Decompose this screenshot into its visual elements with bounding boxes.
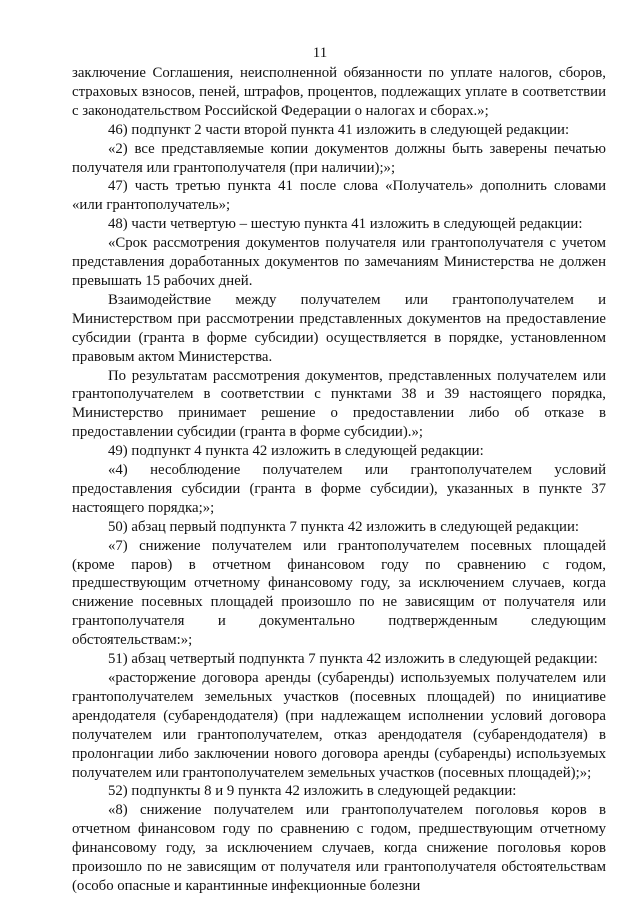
paragraph-quote-48-c: По результатам рассмотрения документов, представленных получателем или грантополучателем в соответствии с пунктами 38 и 39 настоящего порядка, Министерство принимает решение о предоставлении либо об отказе в предоставлении субсидии (гранта в форме субсидии).»; — [72, 367, 606, 441]
paragraph-item-48: 48) части четвертую – шестую пункта 41 изложить в следующей редакции: — [108, 216, 583, 233]
page-number: 11 — [312, 45, 328, 61]
paragraph-item-52: 52) подпункты 8 и 9 пункта 42 изложить в следующей редакции: — [108, 783, 517, 800]
paragraph-quote-50: «7) снижение получателем или грантополучателем посевных площадей (кроме паров) в отчетном финансовом году по сравнению с годом, предшествующим отчетному финансовому году, за исключением случаев, когда снижение посевных площадей произошло по не зависящим от получателя или грантополучателя и документально подтвержденным следующим обстоятельствам:»; — [72, 537, 606, 649]
paragraph-quote-49: «4) несоблюдение получателем или грантополучателем условий предоставления субсидии (гранта в форме субсидии), указанных в пункте 37 настоящего порядка;»; — [72, 462, 606, 516]
paragraph-quote-52: «8) снижение получателем или грантополучателем поголовья коров в отчетном финансовом году по сравнению с годом, предшествующим отчетному финансовому году, за исключением случаев, когда снижение поголовья коров произошло по не зависящим от получателя или грантополучателя обстоятельствам (особо опасные и карантинные инфекционные болезни — [72, 802, 606, 894]
document-body — [72, 64, 606, 896]
paragraph-quote-51: «расторжение договора аренды (субаренды) используемых получателем или грантополучателем земельных участков (посевных площадей) по инициативе арендодателя (субарендодателя) (при надлежащем исполнении условий договора получателем или грантополучателем, отказ арендодателя (субарендодателя) в пролонгации либо заключении нового договора аренды (субаренды) используемых получателем или грантополучателем земельных участков (посевных площадей);»; — [72, 670, 606, 781]
paragraph-item-49: 49) подпункт 4 пункта 42 изложить в следующей редакции: — [108, 443, 484, 460]
paragraph-quote-48-a: «Срок рассмотрения документов получателя или грантополучателя с учетом представления доработанных документов по замечаниям Министерства не должен превышать 15 рабочих дней. — [72, 235, 606, 289]
paragraph-quote-46: «2) все представляемые копии документов должны быть заверены печатью получателя или грантополучателя (при наличии);»; — [72, 140, 606, 176]
paragraph-item-47: 47) часть третью пункта 41 после слова «Получатель» дополнить словами «или грантополучатель»; — [72, 178, 606, 214]
paragraph-quote-48-b: Взаимодействие между получателем или грантополучателем и Министерством при рассмотрении представленных документов на предоставление субсидии (гранта в форме субсидии) осуществляется в порядке, установленном правовым актом Министерства. — [72, 291, 606, 365]
paragraph-continuation: заключение Соглашения, неисполненной обязанности по уплате налогов, сборов, страховых взносов, пеней, штрафов, процентов, подлежащих уплате в соответствии с законодательством Российской Федерации о налогах и сборах.»; — [72, 65, 606, 119]
paragraph-item-50: 50) абзац первый подпункта 7 пункта 42 изложить в следующей редакции: — [108, 518, 580, 535]
paragraph-item-51: 51) абзац четвертый подпункта 7 пункта 42 изложить в следующей редакции: — [108, 651, 598, 668]
paragraph-item-46: 46) подпункт 2 части второй пункта 41 изложить в следующей редакции: — [108, 121, 570, 138]
